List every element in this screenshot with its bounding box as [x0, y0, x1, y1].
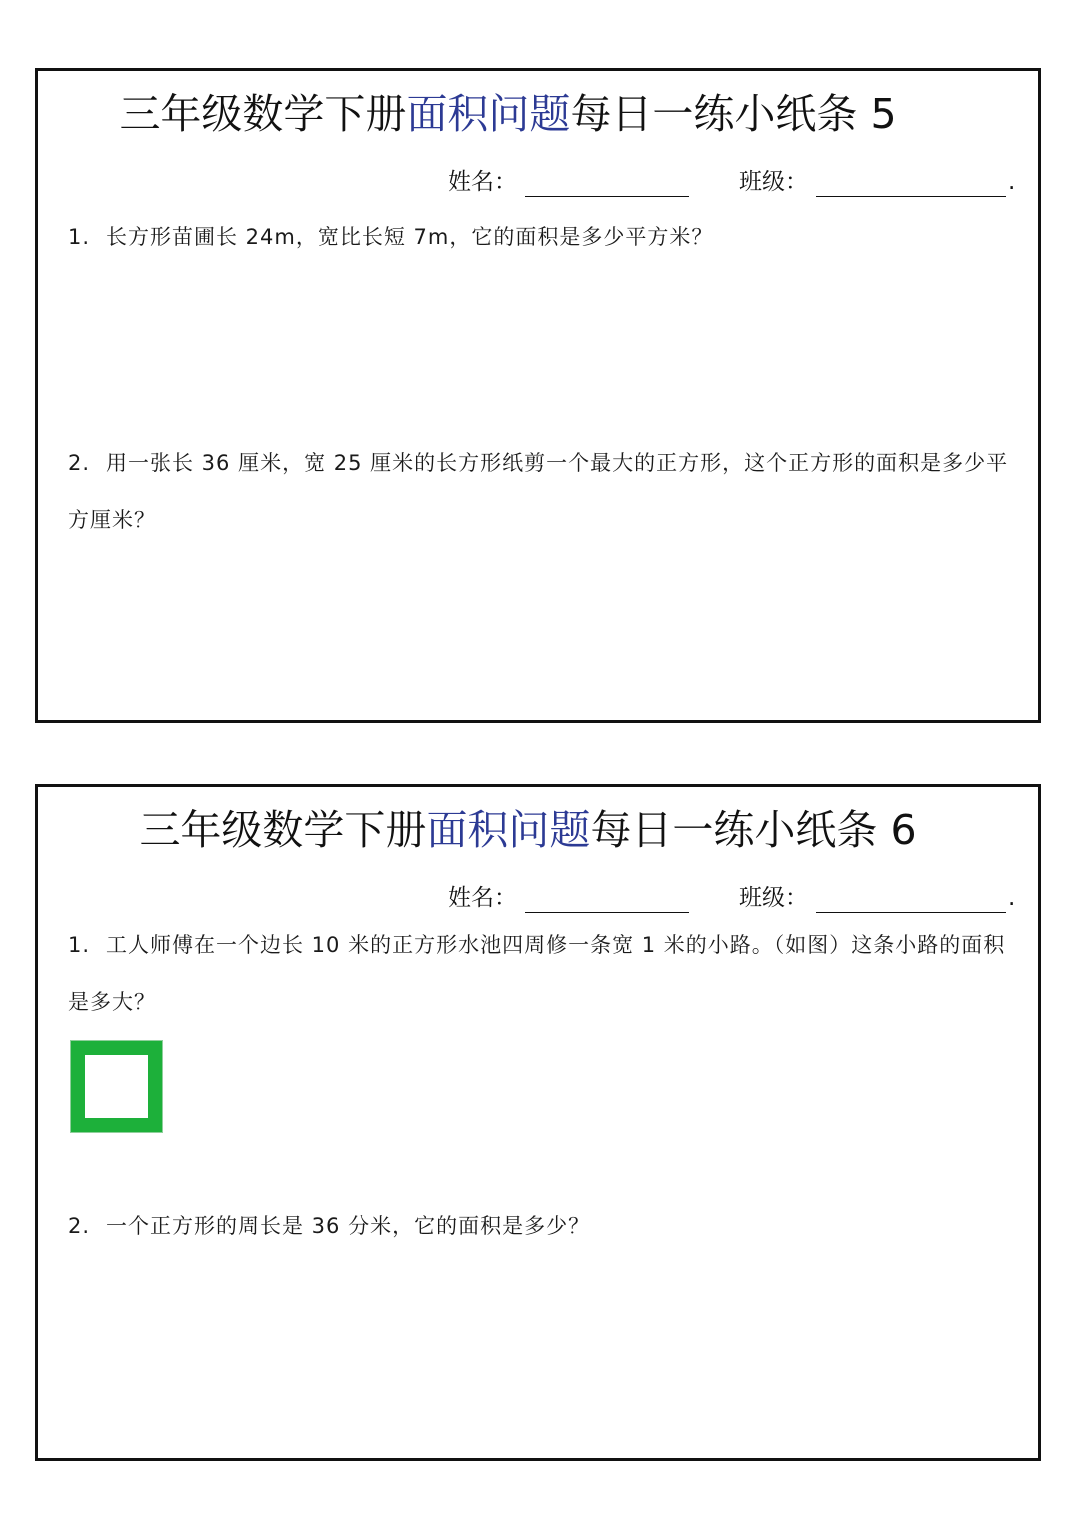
question-1	[68, 209, 1010, 266]
question-2	[68, 435, 1010, 549]
question-text: 工人师傅在一个边长 10 米的正方形水池四周修一条宽 1 米的小路。（如图）这条小路的面积是多大？	[68, 933, 1006, 1014]
question-number: 2.	[68, 1214, 91, 1238]
student-info-row	[448, 167, 1015, 197]
question-2	[68, 1198, 1010, 1255]
question-number: 1.	[68, 933, 91, 957]
title-prefix: 三年级数学下册	[139, 806, 427, 854]
question-1	[68, 917, 1010, 1031]
card-title	[38, 89, 1038, 139]
name-label: 姓名：	[448, 169, 517, 195]
title-suffix: 每日一练小纸条 5	[570, 90, 897, 138]
question-text: 一个正方形的周长是 36 分米，它的面积是多少？	[106, 1214, 591, 1238]
name-label: 姓名：	[448, 885, 517, 911]
name-blank[interactable]	[525, 174, 689, 197]
class-blank[interactable]	[816, 174, 1006, 197]
title-prefix: 三年级数学下册	[119, 90, 407, 138]
class-label: 班级：	[739, 169, 808, 195]
square-path-figure	[71, 1041, 162, 1132]
class-blank[interactable]	[816, 890, 1006, 913]
question-number: 1.	[68, 225, 91, 249]
class-label: 班级：	[739, 885, 808, 911]
title-highlight: 面积问题	[406, 90, 571, 138]
question-number: 2.	[68, 451, 91, 475]
worksheet-card-6	[35, 784, 1041, 1461]
title-suffix: 每日一练小纸条 6	[590, 806, 917, 854]
end-mark: .	[1008, 885, 1016, 911]
title-highlight: 面积问题	[426, 806, 591, 854]
card-title	[38, 805, 1038, 855]
name-blank[interactable]	[525, 890, 689, 913]
end-mark: .	[1008, 169, 1016, 195]
question-text: 用一张长 36 厘米，宽 25 厘米的长方形纸剪一个最大的正方形，这个正方形的面积是多少平方厘米？	[68, 451, 1009, 532]
question-text: 长方形苗圃长 24m，宽比长短 7m，它的面积是多少平方米？	[106, 225, 714, 249]
student-info-row	[448, 883, 1015, 913]
worksheet-card-5	[35, 68, 1041, 723]
